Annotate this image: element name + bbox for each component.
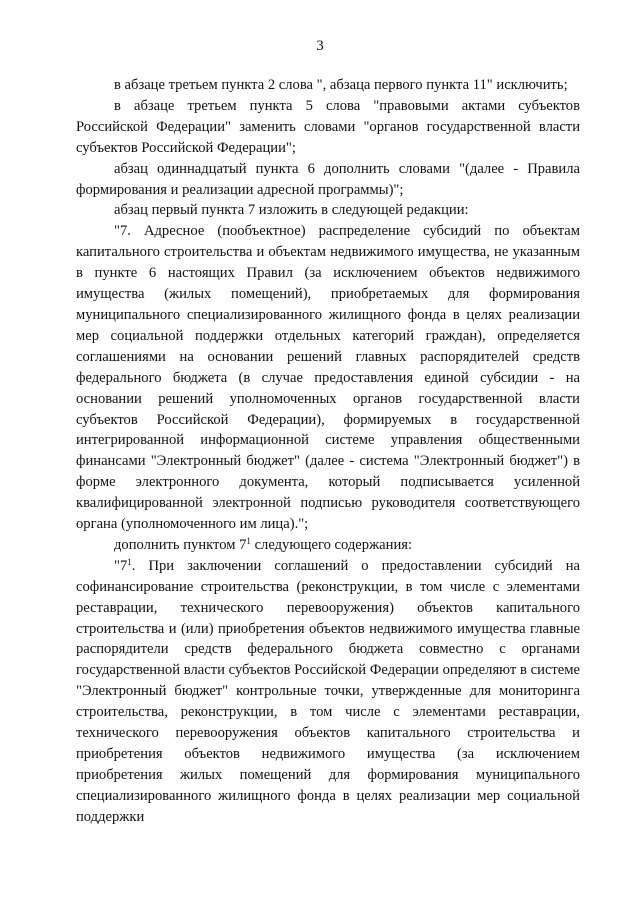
paragraph-3: абзац одиннадцатый пункта 6 дополнить словами "(далее - Правила формирования и реализации адресной программы)"; <box>76 160 580 198</box>
paragraph-6 <box>76 535 580 556</box>
paragraph-6-text-after: следующего содержания: <box>250 536 413 553</box>
paragraph-2: в абзаце третьем пункта 5 слова "правовыми актами субъектов Российской Федерации" заменить словами "органов государственной власти субъектов Российской Федерации"; <box>76 97 580 156</box>
page-number: 3 <box>316 38 324 54</box>
paragraph-4: абзац первый пункта 7 изложить в следующей редакции: <box>114 202 469 219</box>
superscript-marker: 1 <box>127 556 132 567</box>
superscript-marker: 1 <box>246 535 251 546</box>
paragraph-6-text-before: дополнить пунктом 7 <box>114 536 247 553</box>
document-body <box>76 75 580 828</box>
paragraph-5-item-7: "7. Адресное (пообъектное) распределение субсидий по объектам капитального строительства и объектам недвижимого имущества, не указанным в пункте 6 настоящих Правил (за исключением объектов недвижимого имущества (жилых помещений), приобретаемых для формирования муниципального специализированного жилищного фонда в целях реализации мер социальной поддержки отдельных категорий граждан), определяется соглашениями на основании решений главных распорядителей средств федерального бюджета (в случае предоставления единой субсидии - на основании решений уполномоченных органов государственной власти субъектов Российской Федерации), формируемых в государственной интегрированной информационной системе управления общественными финансами "Электронный бюджет" (далее - система "Электронный бюджет") в форме электронного документа, который подписывается усиленной квалифицированной электронной подписью руководителя соответствующего органа (уполномоченного им лица)."; <box>76 223 580 533</box>
paragraph-7-text-after: . При заключении соглашений о предоставлении субсидий на софинансирование строительства (реконструкции, в том числе с элементами реставрации, технического перевооружения) объектов капитального строительства и (или) приобретения объектов недвижимого имущества главные распорядители средств федерального бюджета совместно с органами государственной власти субъектов Российской Федерации определяют в системе "Электронный бюджет" контрольные точки, утвержденные для мониторинга строительства, реконструкции, в том числе с элементами реставрации, технического перевооружения объектов капитального строительства и приобретения объектов недвижимого имущества (за исключением приобретения жилых помещений для формирования муниципального специализированного жилищного фонда в целях реализации мер социальной поддержки <box>76 557 580 825</box>
paragraph-7-text-before: "7 <box>114 557 128 574</box>
paragraph-1: в абзаце третьем пункта 2 слова ", абзаца первого пункта 11" исключить; <box>114 77 568 93</box>
paragraph-7-item-7-1 <box>76 556 580 828</box>
